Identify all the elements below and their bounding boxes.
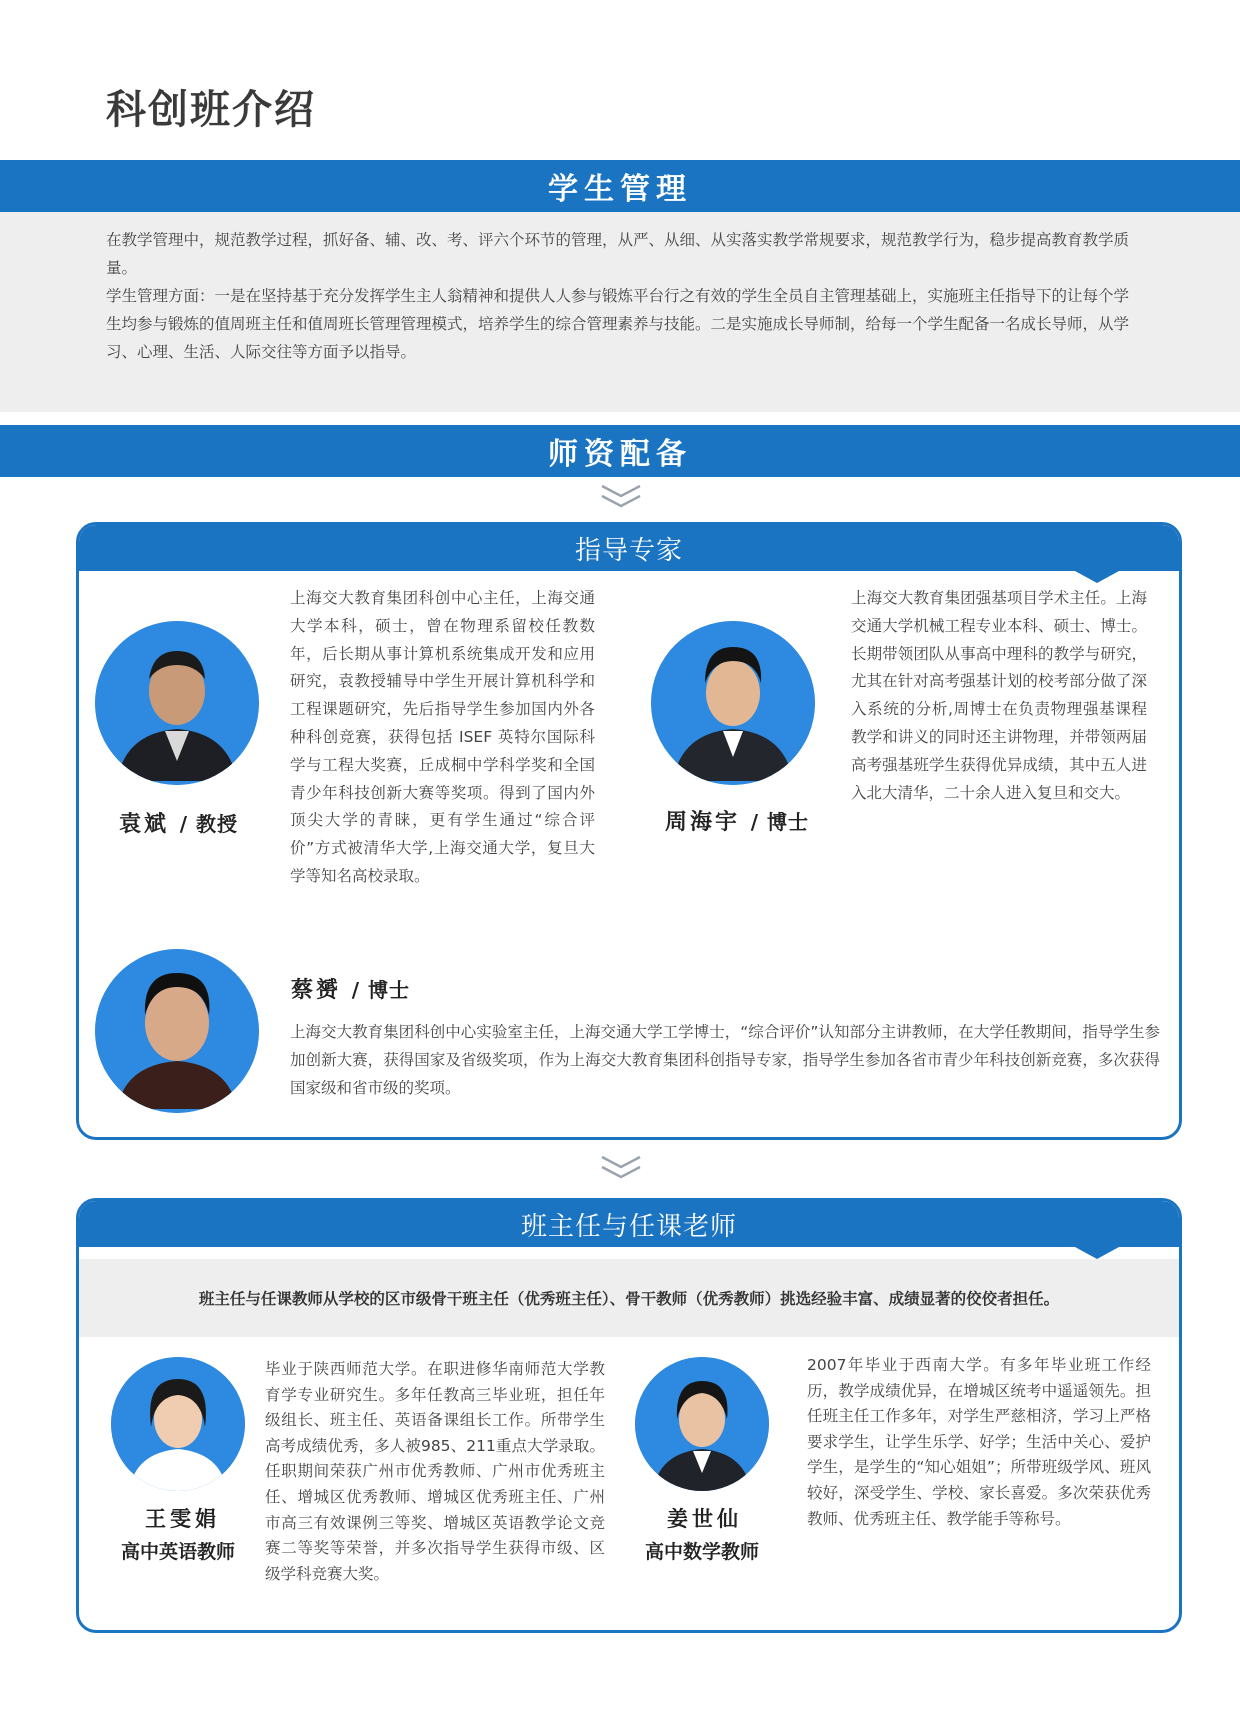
page-title: 科创班介绍 — [106, 87, 316, 133]
card-heading-experts — [79, 525, 1179, 571]
expert-name — [119, 807, 238, 838]
teachers-notice: 班主任与任课教师从学校的区市级骨干班主任（优秀班主任）、骨干教师（优秀教师）挑选经验丰富、成绩显著的佼佼者担任。 — [79, 1259, 1179, 1337]
avatar — [95, 949, 259, 1113]
teacher-role: 高中数学教师 — [645, 1541, 760, 1563]
person-photo-icon — [635, 1357, 769, 1491]
avatar — [635, 1357, 769, 1491]
name-text: 周海宇 — [665, 809, 741, 835]
notch-decoration — [1075, 1247, 1119, 1259]
chevron-down-icon — [600, 484, 642, 510]
person-photo-icon — [95, 621, 259, 785]
card-title: 班主任与任课老师 — [520, 1211, 737, 1242]
title-text: / 博士 — [750, 810, 809, 834]
expert-name — [665, 805, 809, 836]
expert-name — [291, 973, 410, 1004]
expert-bio: 上海交大教育集团科创中心主任，上海交通大学本科，硕士，曾在物理系留校任教数年，后长期从事计算机系统集成开发和应用研究，袁教授辅导中学生开展计算机科学和工程课题研究，先后指导学生参加国内外各种科创竞赛，获得包括 ISEF 英特尔国际科学与工程大奖赛，丘成桐中学科学奖和全国青少年科技创新大赛等奖项。得到了国内外顶尖大学的青睐，更有学生通过“综合评价”方式被清华大学,上海交通大学，复旦大学等知名高校录取。 — [290, 589, 595, 885]
name-text: 袁斌 — [119, 811, 170, 837]
chevron-down-icon — [600, 1155, 642, 1181]
paragraph: 在教学管理中，规范教学过程，抓好备、辅、改、考、评六个环节的管理，从严、从细、从实落实教学常规要求，规范教学行为，稳步提高教育教学质量。 — [106, 231, 1130, 277]
teachers-card — [76, 1198, 1182, 1633]
expert-bio: 上海交大教育集团强基项目学术主任。上海交通大学机械工程专业本科、硕士、博士。长期带领团队从事高中理科的教学与研究，尤其在针对高考强基计划的校考部分做了深入系统的分析,周博士在负责物理强基课程教学和讲义的同时还主讲物理，并带领两届高考强基班学生获得优异成绩，其中五人进入北大清华，二十余人进入复旦和交大。 — [851, 589, 1147, 802]
notch-decoration — [1075, 571, 1119, 583]
avatar — [111, 1357, 245, 1491]
teacher-role: 高中英语教师 — [121, 1541, 236, 1563]
person-photo-icon — [95, 949, 259, 1113]
section-heading-student-management: 学生管理 — [0, 160, 1240, 212]
experts-card — [76, 522, 1182, 1140]
person-photo-icon — [111, 1357, 245, 1491]
title-text: / 教授 — [179, 812, 238, 836]
teacher-bio: 毕业于陕西师范大学。在职进修华南师范大学教育学专业研究生。多年任教高三毕业班，担任年级组长、班主任、英语备课组长工作。所带学生高考成绩优秀，多人被985、211重点大学录取。任职期间荣获广州市优秀教师、广州市优秀班主任、增城区优秀教师、增城区优秀班主任、广州市高三有效课例三等奖、增城区英语教学论文竞赛二等奖等荣誉，并多次指导学生获得市级、区级学科竞赛大奖。 — [265, 1360, 605, 1583]
teacher-bio: 2007年毕业于西南大学。有多年毕业班工作经历，教学成绩优异，在增城区统考中遥遥领先。担任班主任工作多年，对学生严慈相济，学习上严格要求学生，让学生乐学、好学；生活中关心、爱护学生，是学生的“知心姐姐”；所带班级学风、班风较好，深受学生、学校、家长喜爱。多次荣获优秀教师、优秀班主任、教学能手等称号。 — [807, 1356, 1151, 1528]
name-text: 蔡赟 — [291, 977, 342, 1003]
paragraph: 学生管理方面：一是在坚持基于充分发挥学生主人翁精神和提供人人参与锻炼平台行之有效的学生全员自主管理基础上，实施班主任指导下的让每个学生均参与锻炼的值周班主任和值周班长管理管理模式，培养学生的综合管理素养与技能。二是实施成长导师制，给每一个学生配备一名成长导师，从学习、心理、生活、人际交往等方面予以指导。 — [106, 287, 1130, 361]
avatar — [651, 621, 815, 785]
student-management-text — [0, 212, 1240, 412]
card-title: 指导专家 — [574, 535, 683, 566]
teacher-name: 王雯娟 — [145, 1506, 220, 1531]
person-photo-icon — [651, 621, 815, 785]
title-text: / 博士 — [351, 978, 410, 1002]
expert-bio: 上海交大教育集团科创中心实验室主任，上海交通大学工学博士，“综合评价”认知部分主讲教师，在大学任教期间，指导学生参加创新大赛，获得国家及省级奖项，作为上海交大教育集团科创指导专家，指导学生参加各省市青少年科技创新竞赛，多次获得国家级和省市级的奖项。 — [290, 1023, 1160, 1097]
card-heading-teachers — [79, 1201, 1179, 1247]
avatar — [95, 621, 259, 785]
teacher-name: 姜世仙 — [667, 1506, 742, 1531]
section-heading-faculty: 师资配备 — [0, 425, 1240, 477]
